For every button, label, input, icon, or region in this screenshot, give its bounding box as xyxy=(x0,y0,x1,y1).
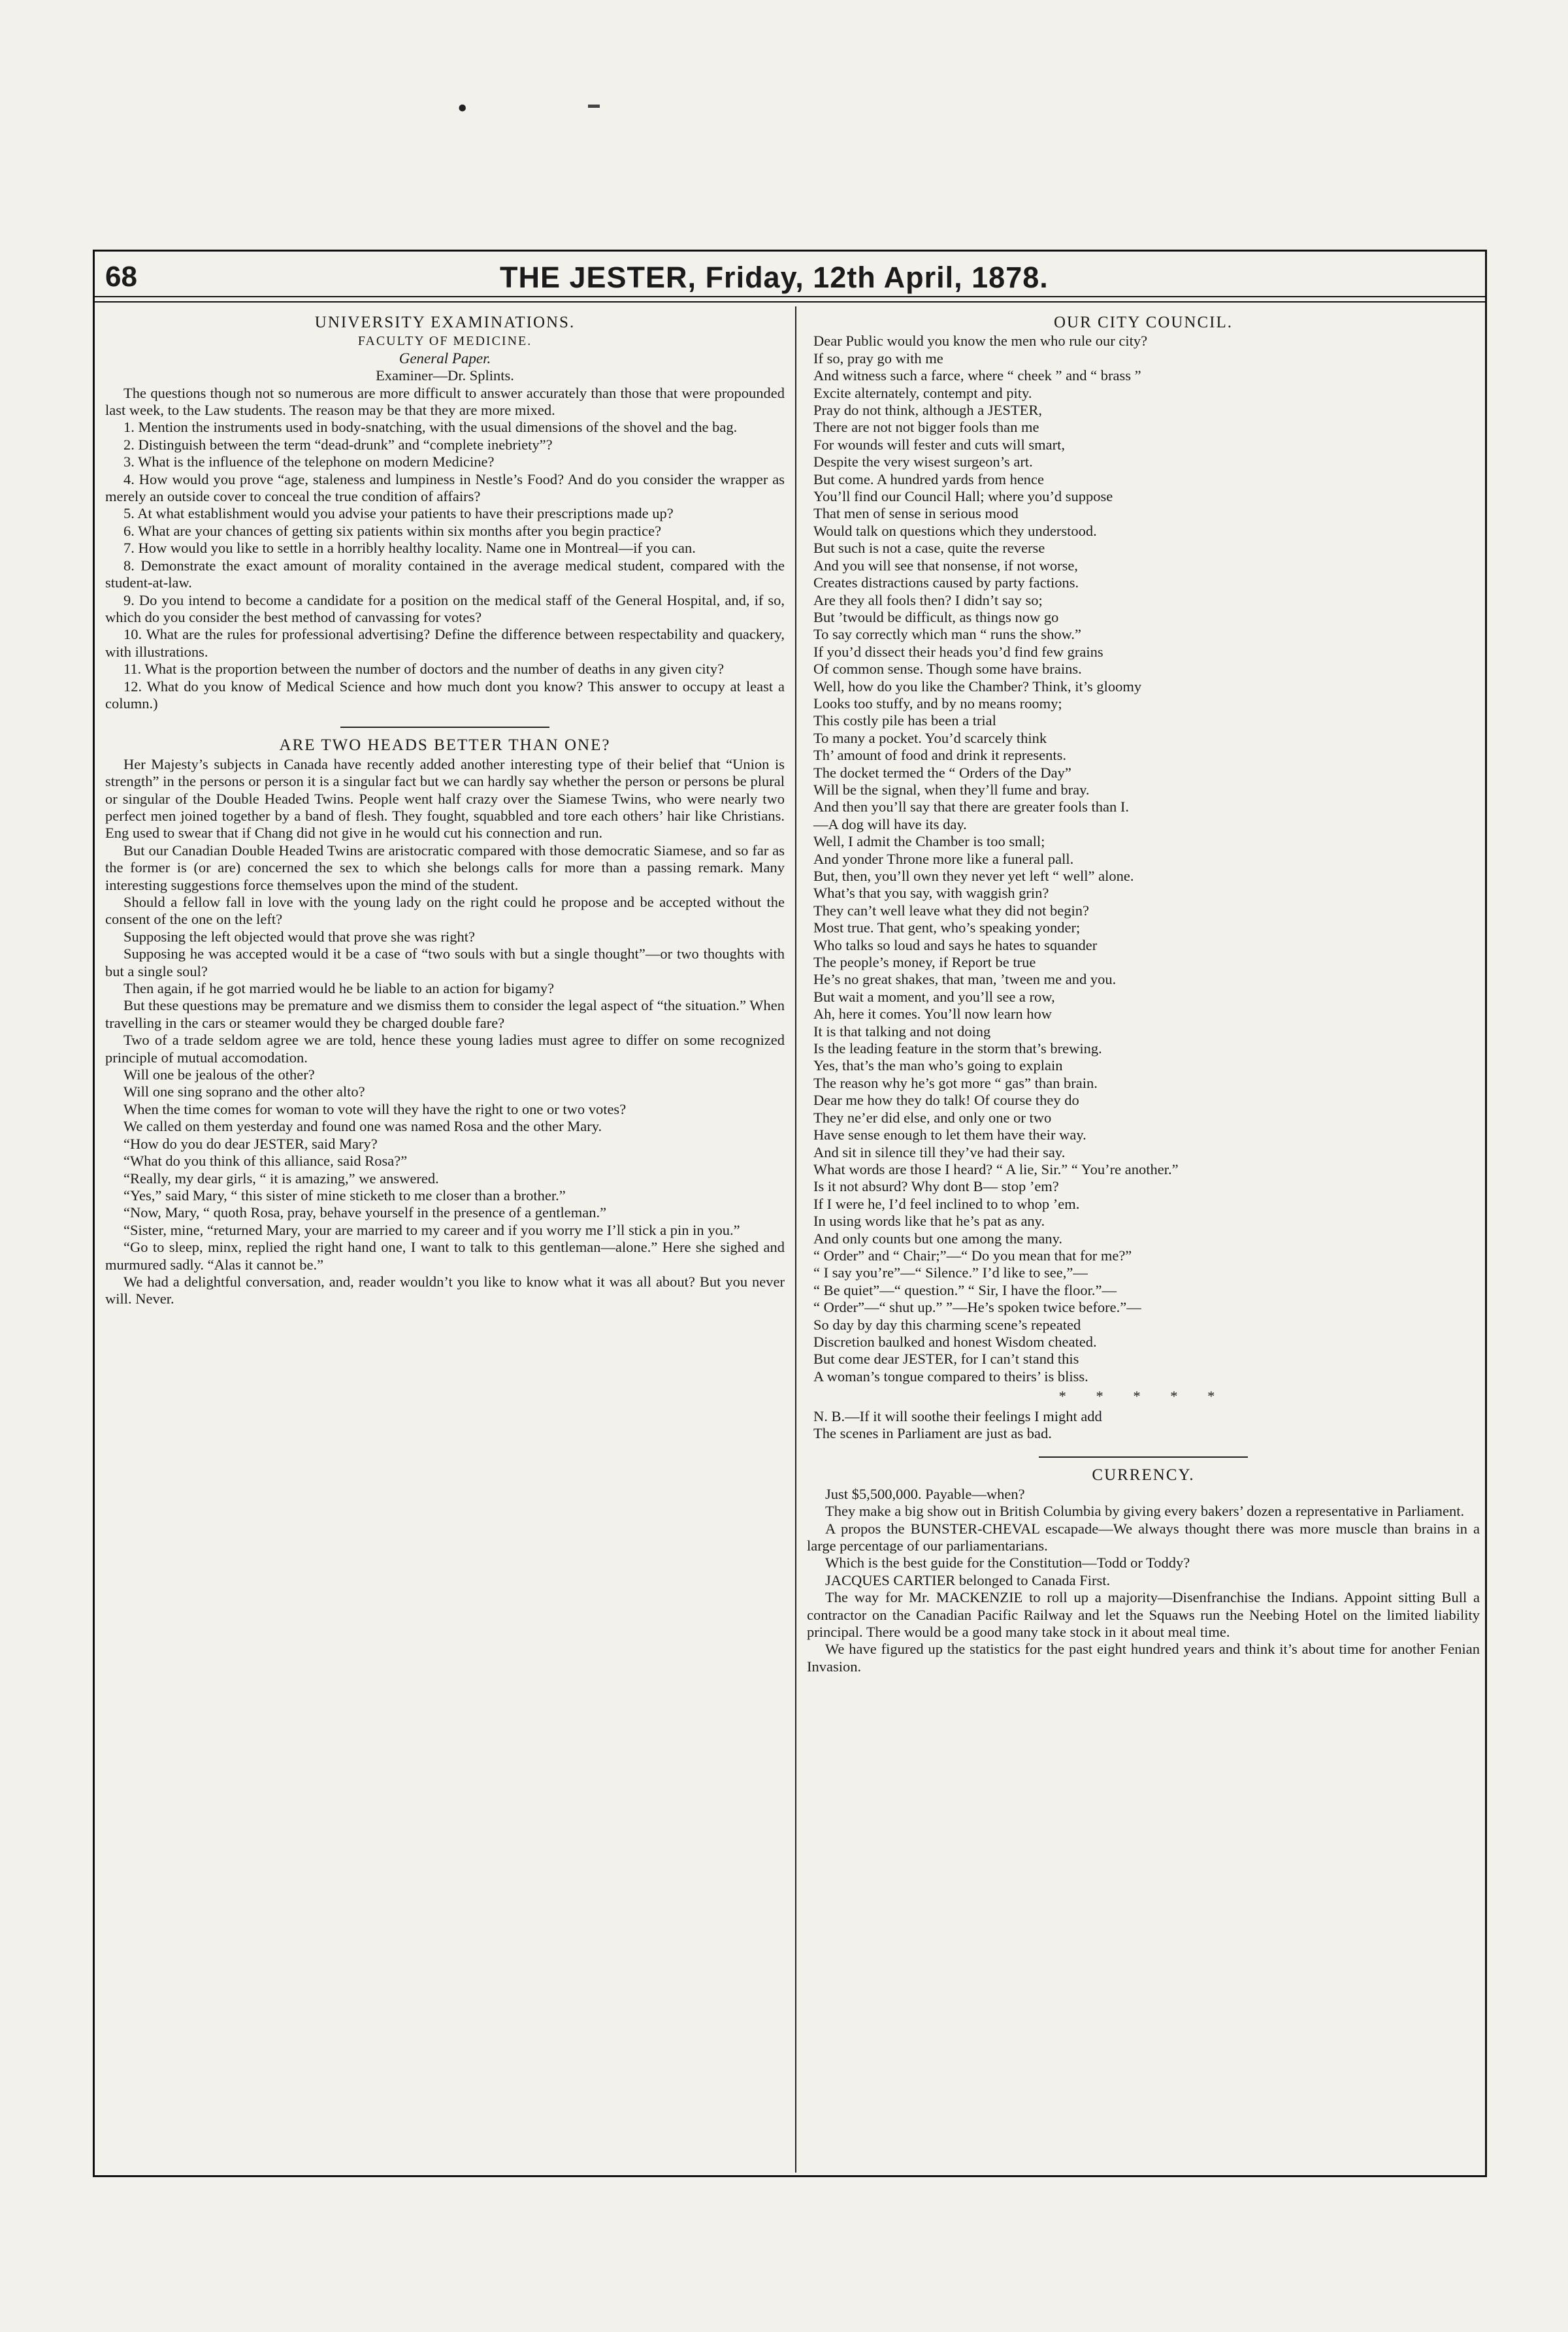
poem-line: Ah, here it comes. You’ll now learn how xyxy=(813,1006,1052,1023)
ink-blot: • xyxy=(457,92,468,124)
exams-body xyxy=(105,385,785,713)
heads-paragraph: Should a fellow fall in love with the young lady on the right could he propose and be accepted without the consent of the one on the left? xyxy=(105,894,785,928)
exams-paragraph: 6. What are your chances of getting six patients within six months after you begin practice? xyxy=(123,522,662,539)
currency-body xyxy=(807,1486,1480,1675)
heads-paragraph: When the time comes for woman to vote will they have the right to one or two votes? xyxy=(123,1100,627,1117)
exams-paragraph: 7. How would you like to settle in a horribly healthy locality. Name one in Montreal—if you can. xyxy=(123,540,696,557)
poem-line: “ Order” and “ Chair;”—“ Do you mean that for me?” xyxy=(813,1247,1132,1264)
heads-paragraph: “Really, my dear girls, “ it is amazing,” we answered. xyxy=(123,1170,439,1187)
poem-line: If I were he, I’d feel inclined to to whop ’em. xyxy=(813,1195,1080,1212)
column-divider xyxy=(795,306,796,2173)
poem-line: But come dear JESTER, for I can’t stand this xyxy=(813,1351,1079,1368)
poem-line: And yonder Throne more like a funeral pall. xyxy=(813,850,1074,867)
poem-line: What’s that you say, with waggish grin? xyxy=(813,885,1049,902)
poem-line: Have sense enough to let them have their way. xyxy=(813,1126,1086,1143)
exams-paragraph: 8. Demonstrate the exact amount of morality contained in the average medical student, compared with the student-at-law. xyxy=(105,557,785,591)
right-column xyxy=(807,309,1480,2165)
poem-line: Yes, that’s the man who’s going to explain xyxy=(813,1057,1063,1074)
left-column xyxy=(105,309,785,2165)
poem-line: And you will see that nonsense, if not worse, xyxy=(813,557,1078,574)
poem-line: Well, how do you like the Chamber? Think, it’s gloomy xyxy=(813,678,1142,695)
council-poem xyxy=(807,333,1480,1385)
heads-paragraph: But our Canadian Double Headed Twins are aristocratic compared with those democratic Siamese, and so far as the former is (or are) concerned the sex to which she belongs calls for more than a passing remark. Many interesting suggestions force themselves upon the mind of the student. xyxy=(105,842,785,893)
poem-line: Discretion baulked and honest Wisdom cheated. xyxy=(813,1333,1097,1350)
page-number: 68 xyxy=(105,261,137,293)
poem-line: Pray do not think, although a JESTER, xyxy=(813,402,1042,419)
heads-body xyxy=(105,756,785,1308)
poem-line: Is the leading feature in the storm that’s brewing. xyxy=(813,1040,1102,1057)
heads-paragraph: Will one sing soprano and the other alto? xyxy=(123,1083,365,1100)
poem-line: But wait a moment, and you’ll see a row, xyxy=(813,988,1055,1005)
exams-title: UNIVERSITY EXAMINATIONS. xyxy=(314,314,576,331)
exams-examiner: Examiner—Dr. Splints. xyxy=(376,367,514,384)
heads-paragraph: “Now, Mary, “ quoth Rosa, pray, behave yourself in the presence of a gentleman.” xyxy=(123,1204,607,1221)
exams-paragraph: 12. What do you know of Medical Science and how much dont you know? This answer to occupy at least a column.) xyxy=(105,678,785,712)
poem-line: That men of sense in serious mood xyxy=(813,505,1019,522)
heads-paragraph: “Sister, mine, “returned Mary, your are married to my career and if you worry me I’ll stick a pin in you.” xyxy=(123,1221,740,1238)
heads-paragraph: Her Majesty’s subjects in Canada have recently added another interesting type of their belief that “Union is strength” in the persons or person it is a singular fact but we can hardly say whether the person or persons be plural or singular of the Double Headed Twins. People went half crazy over the Siamese Twins, who were nearly two perfect men joined together by a band of flesh. They fought, squabbled and tore each others’ hair like Christians. Eng used to swear that if Chang did not give in he would cut his connection and run. xyxy=(105,755,785,842)
heads-paragraph: But these questions may be premature and we dismiss them to consider the legal aspect of “the situation.” When travelling in the cars or steamer would they be charged double fare? xyxy=(105,997,785,1031)
poem-line: But ’twould be difficult, as things now go xyxy=(813,608,1059,625)
page-header xyxy=(95,252,1485,296)
poem-line: What words are those I heard? “ A lie, Sir.” “ You’re another.” xyxy=(813,1160,1179,1177)
poem-line: “ Be quiet”—“ question.” “ Sir, I have the floor.”— xyxy=(813,1281,1117,1298)
exams-paragraph: 2. Distinguish between the term “dead-drunk” and “complete inebriety”? xyxy=(123,436,553,453)
poem-line: Would talk on questions which they understood. xyxy=(813,522,1097,539)
currency-paragraph: Just $5,500,000. Payable—when? xyxy=(825,1485,1025,1502)
poem-line: Most true. That gent, who’s speaking yonder; xyxy=(813,919,1081,936)
council-note xyxy=(807,1408,1480,1443)
poem-line: This costly pile has been a trial xyxy=(813,712,996,729)
poem-line: Despite the very wisest surgeon’s art. xyxy=(813,453,1033,470)
newspaper-page xyxy=(93,250,1487,2177)
heads-paragraph: “How do you do dear JESTER, said Mary? xyxy=(123,1135,378,1152)
heads-paragraph: Supposing the left objected would that prove she was right? xyxy=(123,928,476,945)
stray-marks xyxy=(457,85,653,124)
heads-title: ARE TWO HEADS BETTER THAN ONE? xyxy=(279,736,611,755)
poem-line: “ I say you’re”—“ Silence.” I’d like to see,”— xyxy=(813,1264,1088,1281)
poem-line: He’s no great shakes, that man, ’tween me and you. xyxy=(813,971,1117,988)
poem-line: Th’ amount of food and drink it represents. xyxy=(813,747,1066,764)
poem-line: To many a pocket. You’d scarcely think xyxy=(813,729,1047,746)
poem-line: There are not not bigger fools than me xyxy=(813,419,1039,436)
poem-line: And witness such a farce, where “ cheek ” and “ brass ” xyxy=(813,367,1141,384)
heads-paragraph: Then again, if he got married would he be liable to an action for bigamy? xyxy=(123,980,555,997)
poem-line: The reason why he’s got more “ gas” than brain. xyxy=(813,1074,1098,1091)
currency-paragraph: The way for Mr. MACKENZIE to roll up a majority—Disenfranchise the Indians. Appoint sitting Bull a contractor on the Canadian Pacific Railway and let the Squaws run the Neebing Hotel on the limited liability principal. There would be a good many take stock in it about meal time. xyxy=(807,1589,1480,1641)
poem-line: And only counts but one among the many. xyxy=(813,1230,1062,1247)
currency-paragraph: They make a big show out in British Columbia by giving every bakers’ dozen a representative in Parliament. xyxy=(825,1503,1465,1520)
poem-line: The people’s money, if Report be true xyxy=(813,954,1036,971)
poem-line: Dear Public would you know the men who rule our city? xyxy=(813,333,1148,350)
exams-paragraph: 3. What is the influence of the telephone on modern Medicine? xyxy=(123,453,495,470)
poem-line: And then you’ll say that there are greater fools than I. xyxy=(813,798,1129,815)
poem-line: Looks too stuffy, and by no means roomy; xyxy=(813,695,1062,712)
exams-paragraph: 1. Mention the instruments used in body-snatching, with the usual dimensions of the shovel and the bag. xyxy=(123,419,738,436)
currency-paragraph: JACQUES CARTIER belonged to Canada First. xyxy=(825,1571,1111,1588)
poem-line: To say correctly which man “ runs the show.” xyxy=(813,626,1081,643)
poem-line: “ Order”—“ shut up.” ”—He’s spoken twice before.”— xyxy=(813,1299,1141,1316)
heads-paragraph: We had a delightful conversation, and, reader wouldn’t you like to know what it was all about? But you never will. Never. xyxy=(105,1273,785,1307)
poem-line: The docket termed the “ Orders of the Day” xyxy=(813,764,1071,781)
poem-line: Who talks so loud and says he hates to squander xyxy=(813,936,1098,953)
masthead-title: THE JESTER, Friday, 12th April, 1878. xyxy=(500,261,1049,294)
exams-paragraph: 11. What is the proportion between the number of doctors and the number of deaths in any given city? xyxy=(123,661,725,678)
exams-paragraph: 5. At what establishment would you advise your patients to have their prescriptions made up? xyxy=(123,505,674,522)
heads-paragraph: “Go to sleep, minx, replied the right hand one, I want to talk to this gentleman—alone.” Here she sighed and murmured sadly. “Alas it cannot be.” xyxy=(105,1239,785,1273)
heads-paragraph: Two of a trade seldom agree we are told, hence these young ladies must agree to differ on some recognized principle of mutual accomodation. xyxy=(105,1032,785,1066)
currency-paragraph: Which is the best guide for the Constitution—Todd or Toddy? xyxy=(825,1554,1190,1571)
poem-line: In using words like that he’s pat as any. xyxy=(813,1213,1045,1230)
exams-faculty: FACULTY OF MEDICINE. xyxy=(357,334,532,349)
note-line: N. B.—If it will soothe their feelings I might add xyxy=(813,1407,1102,1424)
heads-paragraph: “Yes,” said Mary, “ this sister of mine sticketh to me closer than a brother.” xyxy=(123,1187,566,1204)
poem-line: Creates distractions caused by party factions. xyxy=(813,574,1079,591)
poem-line: Is it not absurd? Why dont B— stop ’em? xyxy=(813,1178,1059,1195)
council-title: OUR CITY COUNCIL. xyxy=(1053,314,1233,331)
heads-paragraph: We called on them yesterday and found one was named Rosa and the other Mary. xyxy=(123,1118,602,1135)
section-rule xyxy=(1039,1456,1248,1458)
poem-line: —A dog will have its day. xyxy=(813,815,967,832)
poem-line: But, then, you’ll own they never yet left “ well” alone. xyxy=(813,868,1134,884)
poem-line: Will be the signal, when they’ll fume and bray. xyxy=(813,781,1090,798)
poem-line: It is that talking and not doing xyxy=(813,1023,991,1040)
section-rule xyxy=(340,727,549,728)
poem-line: They can’t well leave what they did not begin? xyxy=(813,902,1089,919)
exams-paragraph: 10. What are the rules for professional advertising? Define the difference between respectability and quackery, with illustrations. xyxy=(105,626,785,660)
poem-line: Excite alternately, contempt and pity. xyxy=(813,384,1032,401)
note-line: The scenes in Parliament are just as bad. xyxy=(813,1425,1052,1441)
poem-line: For wounds will fester and cuts will smart, xyxy=(813,436,1065,453)
poem-line: Well, I admit the Chamber is too small; xyxy=(813,833,1045,850)
poem-line: If so, pray go with me xyxy=(813,350,943,367)
currency-paragraph: We have figured up the statistics for the past eight hundred years and think it’s about time for another Fenian Invasion. xyxy=(807,1641,1480,1675)
stars-divider: * * * * * xyxy=(1058,1388,1228,1405)
poem-line: But such is not a case, quite the reverse xyxy=(813,540,1045,557)
poem-line: Dear me how they do talk! Of course they do xyxy=(813,1092,1079,1109)
poem-line: And sit in silence till they’ve had their say. xyxy=(813,1143,1066,1160)
poem-line: They ne’er did else, and only one or two xyxy=(813,1109,1052,1126)
currency-title: CURRENCY. xyxy=(1092,1466,1195,1485)
heads-paragraph: Supposing he was accepted would it be a case of “two souls with but a single thought”—or two thoughts with but a single soul? xyxy=(105,945,785,979)
exams-paragraph: 9. Do you intend to become a candidate for a position on the medical staff of the General Hospital, and, if so, which do you consider the best method of canvassing for votes? xyxy=(105,591,785,625)
poem-line: Are they all fools then? I didn’t say so; xyxy=(813,591,1043,608)
poem-line: But come. A hundred yards from hence xyxy=(813,470,1045,487)
exams-paper: General Paper. xyxy=(399,350,491,367)
poem-line: Of common sense. Though some have brains. xyxy=(813,661,1082,678)
exams-paragraph: 4. How would you prove “age, staleness and lumpiness in Nestle’s Food? And do you consider the wrapper as merely an outside cover to conceal the true condition of affairs? xyxy=(105,470,785,505)
poem-line: So day by day this charming scene’s repeated xyxy=(813,1316,1081,1333)
ink-dash xyxy=(588,105,600,108)
exams-paragraph: The questions though not so numerous are more difficult to answer accurately than those that were propounded last week, to the Law students. The reason may be that they are more mixed. xyxy=(105,384,785,419)
heads-paragraph: “What do you think of this alliance, said Rosa?” xyxy=(123,1153,408,1170)
heads-paragraph: Will one be jealous of the other? xyxy=(123,1066,315,1083)
header-rule xyxy=(95,296,1485,303)
poem-line: You’ll find our Council Hall; where you’d suppose xyxy=(813,488,1113,505)
poem-line: If you’d dissect their heads you’d find few grains xyxy=(813,643,1103,660)
currency-paragraph: A propos the BUNSTER-CHEVAL escapade—We always thought there was more muscle than brains in a large percentage of our parliamentarians. xyxy=(807,1520,1480,1554)
poem-line: A woman’s tongue compared to theirs’ is bliss. xyxy=(813,1368,1088,1385)
